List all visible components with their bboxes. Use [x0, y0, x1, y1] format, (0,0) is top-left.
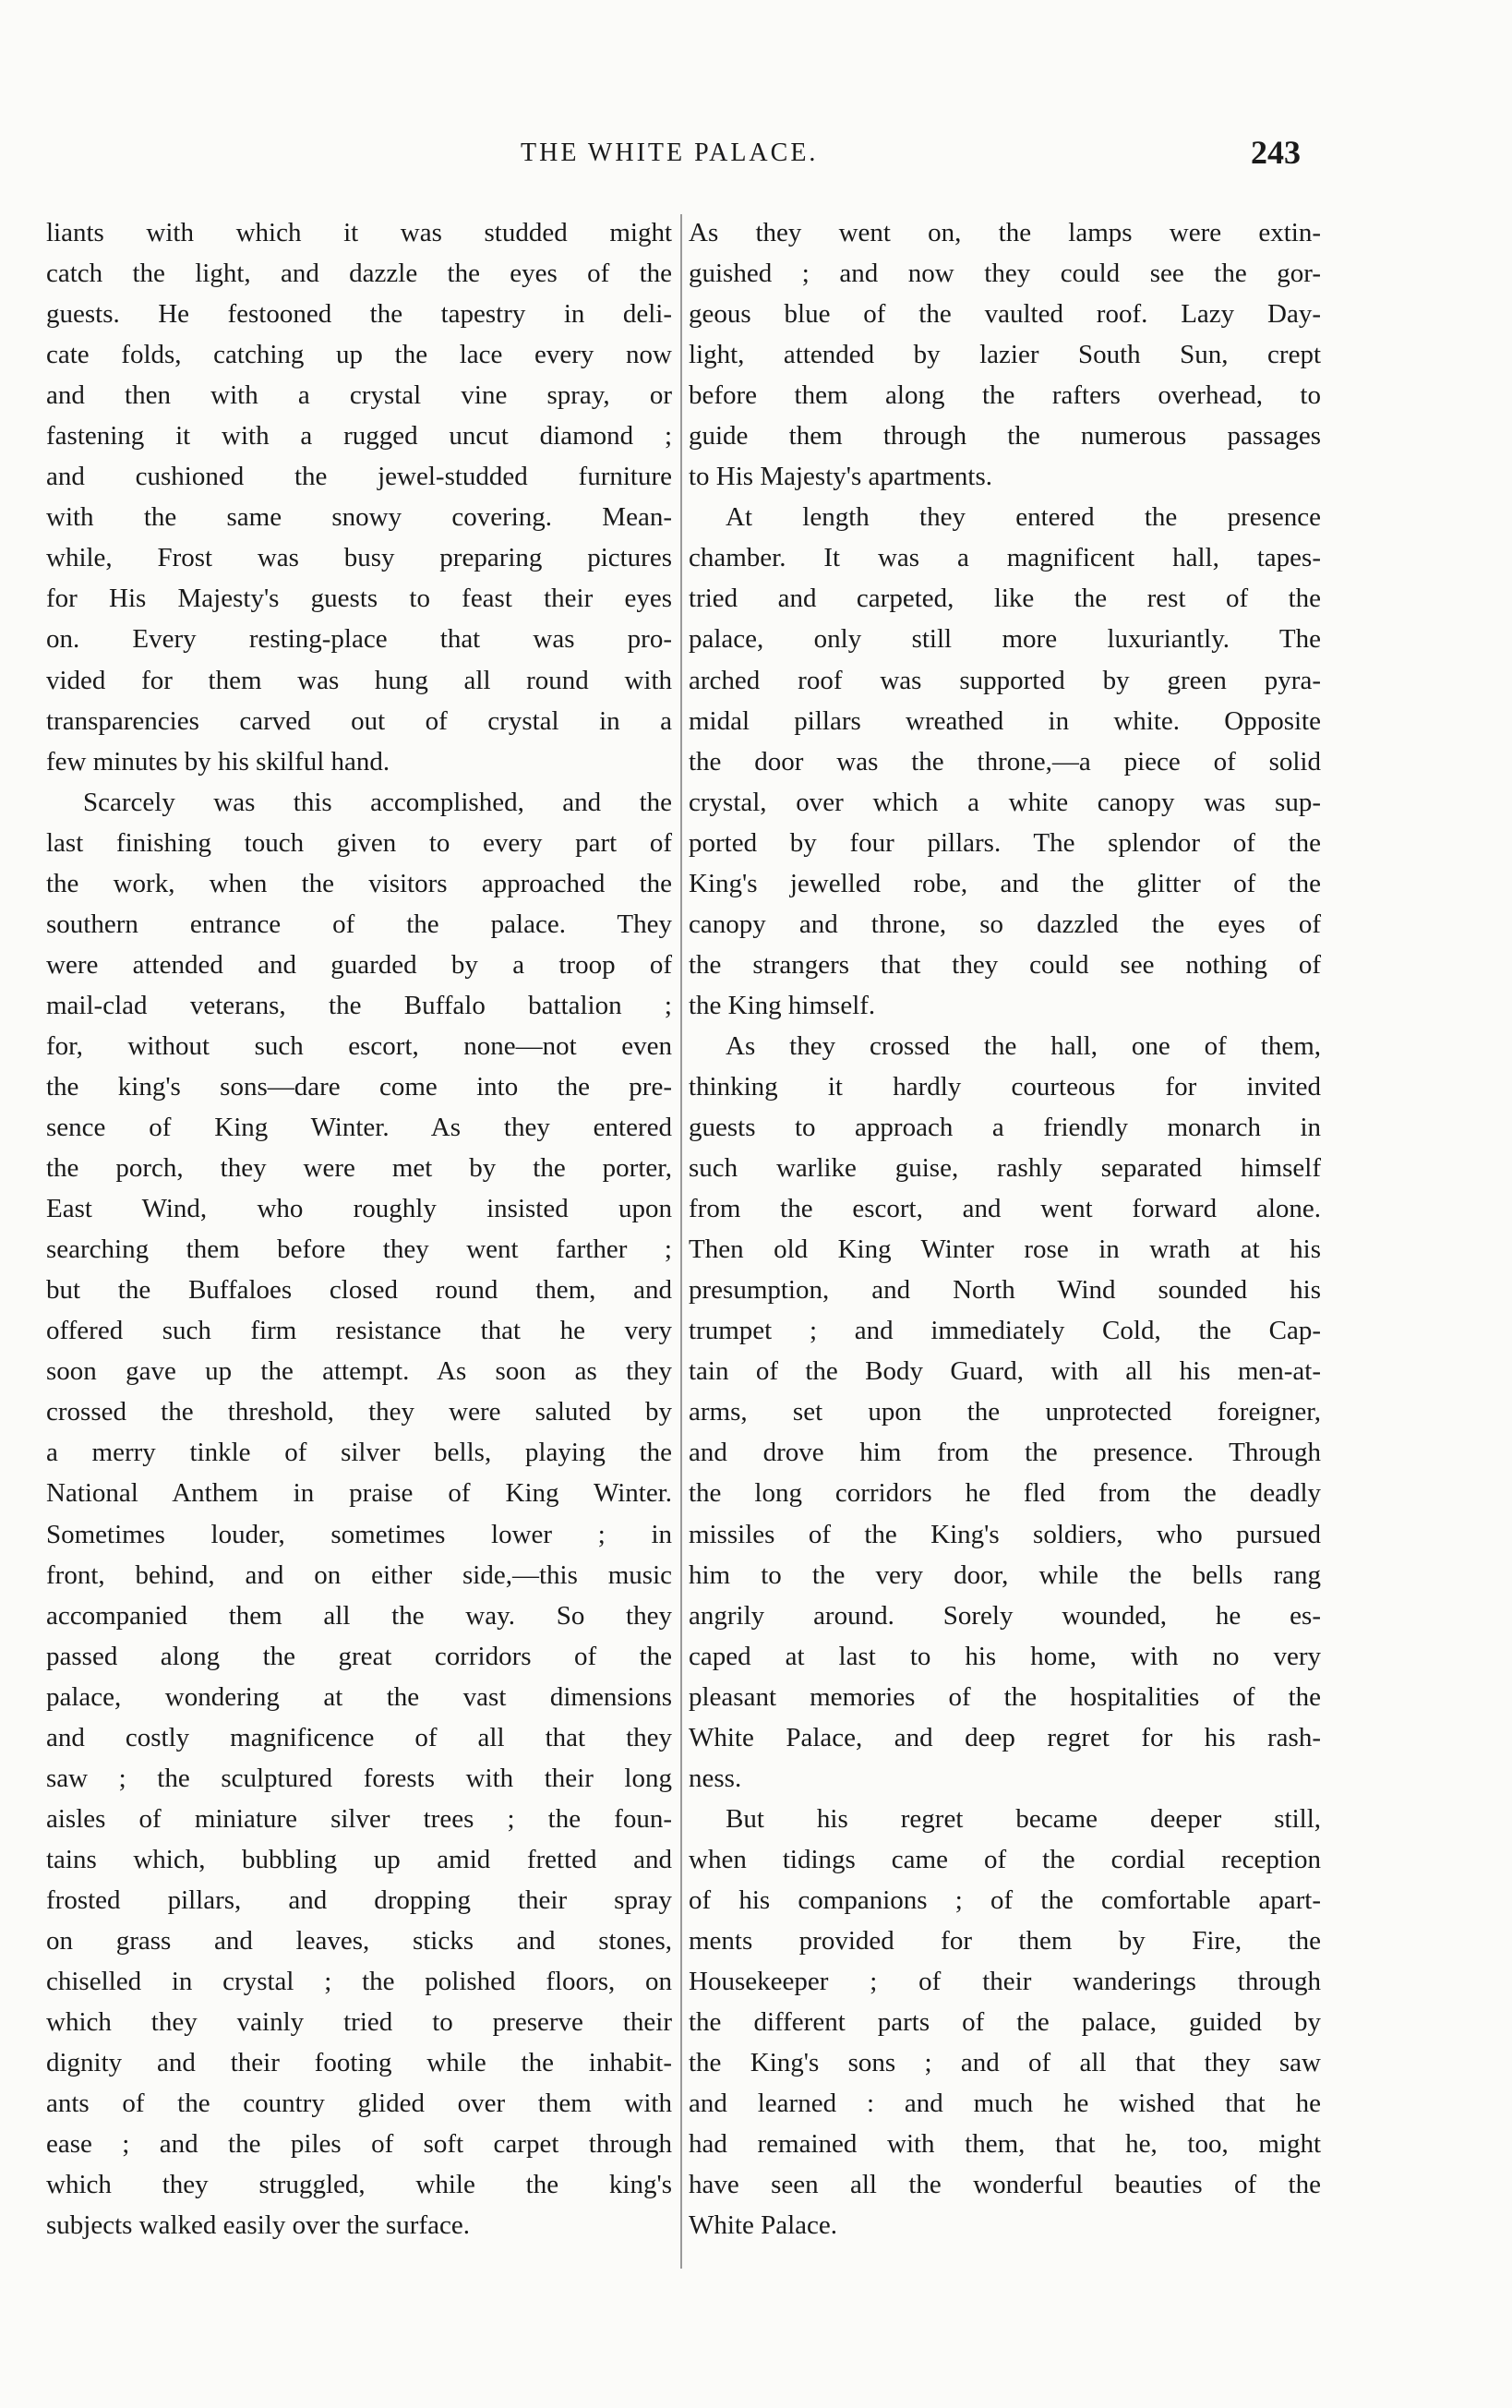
- text-line: which they struggled, while the king's: [46, 2170, 672, 2200]
- text-line: King's jewelled robe, and the glitter of the: [689, 868, 1321, 898]
- text-line: chiselled in crystal ; the polished floors, on: [46, 1967, 672, 1997]
- left-column: [46, 212, 672, 2245]
- text-line: tain of the Body Guard, with all his men-at-: [689, 1356, 1321, 1387]
- page-number: 243: [1251, 134, 1301, 171]
- text-line: Housekeeper ; of their wanderings through: [689, 1967, 1321, 1997]
- text-line: ants of the country glided over them with: [46, 2089, 672, 2119]
- text-line: palace, only still more luxuriantly. The: [689, 624, 1321, 655]
- text-line: and cushioned the jewel-studded furniture: [46, 462, 672, 492]
- text-line: and then with a crystal vine spray, or: [46, 380, 672, 411]
- text-line: guests to approach a friendly monarch in: [689, 1113, 1321, 1143]
- text-line: on. Every resting-place that was pro-: [46, 624, 672, 655]
- text-line: have seen all the wonderful beauties of the: [689, 2170, 1321, 2200]
- text-line: while, Frost was busy preparing pictures: [46, 543, 672, 573]
- text-line: of his companions ; of the comfortable apart-: [689, 1884, 1321, 1915]
- text-line: the long corridors he fled from the deadly: [689, 1478, 1321, 1509]
- text-line: White Palace, and deep regret for his rash-: [689, 1722, 1321, 1752]
- text-line: geous blue of the vaulted roof. Lazy Day-: [689, 299, 1321, 330]
- text-line: the King's sons ; and of all that they saw: [689, 2048, 1321, 2078]
- text-line: angrily around. Sorely wounded, he es-: [689, 1600, 1321, 1631]
- text-line: canopy and throne, so dazzled the eyes of: [689, 909, 1321, 939]
- text-line: guide them through the numerous passages: [689, 421, 1321, 452]
- text-line: subjects walked easily over the surface.: [46, 2210, 470, 2241]
- text-line: last finishing touch given to every part of: [46, 827, 672, 858]
- text-line: crossed the threshold, they were saluted by: [46, 1397, 672, 1427]
- text-line: East Wind, who roughly insisted upon: [46, 1194, 672, 1224]
- text-line: chamber. It was a magnificent hall, tapes-: [689, 543, 1321, 573]
- text-line: At length they entered the presence: [726, 502, 1321, 533]
- text-line: the King himself.: [689, 990, 876, 1020]
- running-title: THE WHITE PALACE.: [521, 138, 819, 167]
- text-line: thinking it hardly courteous for invited: [689, 1071, 1321, 1102]
- text-line: offered such firm resistance that he very: [46, 1316, 672, 1346]
- text-line: frosted pillars, and dropping their spray: [46, 1884, 672, 1915]
- text-line: White Palace.: [689, 2210, 838, 2241]
- text-line: the work, when the visitors approached the: [46, 868, 672, 898]
- text-line: palace, wondering at the vast dimensions: [46, 1681, 672, 1712]
- text-line: before them along the rafters overhead, to: [689, 380, 1321, 411]
- text-line: dignity and their footing while the inhabit-: [46, 2048, 672, 2078]
- text-line: caped at last to his home, with no very: [689, 1641, 1321, 1671]
- text-line: ease ; and the piles of soft carpet through: [46, 2129, 672, 2160]
- text-line: presumption, and North Wind sounded his: [689, 1275, 1321, 1306]
- text-line: for, without such escort, none—not even: [46, 1030, 672, 1061]
- text-line: ported by four pillars. The splendor of the: [689, 827, 1321, 858]
- text-line: Then old King Winter rose in wrath at his: [689, 1234, 1321, 1265]
- text-line: guests. He festooned the tapestry in deli-: [46, 299, 672, 330]
- text-line: were attended and guarded by a troop of: [46, 949, 672, 980]
- text-line: As they crossed the hall, one of them,: [726, 1030, 1321, 1061]
- text-line: ments provided for them by Fire, the: [689, 1925, 1321, 1956]
- running-head: [0, 134, 1512, 185]
- text-line: guished ; and now they could see the gor-: [689, 259, 1321, 289]
- text-line: when tidings came of the cordial reception: [689, 1844, 1321, 1874]
- text-line: trumpet ; and immediately Cold, the Cap-: [689, 1316, 1321, 1346]
- text-line: catch the light, and dazzle the eyes of the: [46, 259, 672, 289]
- text-line: tried and carpeted, like the rest of the: [689, 584, 1321, 614]
- text-line: few minutes by his skilful hand.: [46, 746, 390, 777]
- text-line: arched roof was supported by green pyra-: [689, 665, 1321, 695]
- text-line: fastening it with a rugged uncut diamond ;: [46, 421, 672, 452]
- text-line: passed along the great corridors of the: [46, 1641, 672, 1671]
- text-line: crystal, over which a white canopy was sup-: [689, 787, 1321, 817]
- text-line: Scarcely was this accomplished, and the: [83, 787, 672, 817]
- text-line: midal pillars wreathed in white. Opposite: [689, 705, 1321, 736]
- text-line: ness.: [689, 1763, 742, 1793]
- text-line: But his regret became deeper still,: [726, 1803, 1321, 1834]
- text-line: southern entrance of the palace. They: [46, 909, 672, 939]
- text-line: aisles of miniature silver trees ; the foun-: [46, 1803, 672, 1834]
- text-line: but the Buffaloes closed round them, and: [46, 1275, 672, 1306]
- text-line: from the escort, and went forward alone.: [689, 1194, 1321, 1224]
- text-line: light, attended by lazier South Sun, crept: [689, 340, 1321, 370]
- text-line: had remained with them, that he, too, might: [689, 2129, 1321, 2160]
- text-line: pleasant memories of the hospitalities of the: [689, 1681, 1321, 1712]
- text-line: vided for them was hung all round with: [46, 665, 672, 695]
- text-line: missiles of the King's soldiers, who pursued: [689, 1519, 1321, 1549]
- text-line: such warlike guise, rashly separated himself: [689, 1153, 1321, 1184]
- text-line: soon gave up the attempt. As soon as they: [46, 1356, 672, 1387]
- right-column: [689, 212, 1321, 2245]
- text-line: the king's sons—dare come into the pre-: [46, 1071, 672, 1102]
- text-line: front, behind, and on either side,—this music: [46, 1559, 672, 1590]
- text-line: with the same snowy covering. Mean-: [46, 502, 672, 533]
- text-line: saw ; the sculptured forests with their long: [46, 1763, 672, 1793]
- text-line: arms, set upon the unprotected foreigner,: [689, 1397, 1321, 1427]
- text-line: for His Majesty's guests to feast their eyes: [46, 584, 672, 614]
- text-line: the strangers that they could see nothing of: [689, 949, 1321, 980]
- text-line: the door was the throne,—a piece of solid: [689, 746, 1321, 777]
- text-line: sence of King Winter. As they entered: [46, 1113, 672, 1143]
- text-line: the different parts of the palace, guided by: [689, 2007, 1321, 2038]
- column-divider: [680, 214, 682, 2269]
- text-line: tains which, bubbling up amid fretted and: [46, 1844, 672, 1874]
- text-line: liants with which it was studded might: [46, 218, 672, 247]
- text-line: Sometimes louder, sometimes lower ; in: [46, 1519, 672, 1549]
- text-line: him to the very door, while the bells rang: [689, 1559, 1321, 1590]
- text-line: and drove him from the presence. Through: [689, 1438, 1321, 1468]
- text-line: National Anthem in praise of King Winter.: [46, 1478, 672, 1509]
- text-line: to His Majesty's apartments.: [689, 462, 993, 492]
- text-line: searching them before they went farther ;: [46, 1234, 672, 1265]
- text-line: a merry tinkle of silver bells, playing the: [46, 1438, 672, 1468]
- text-line: As they went on, the lamps were extin-: [689, 218, 1321, 247]
- text-line: and learned : and much he wished that he: [689, 2089, 1321, 2119]
- text-line: on grass and leaves, sticks and stones,: [46, 1925, 672, 1956]
- text-line: the porch, they were met by the porter,: [46, 1153, 672, 1184]
- text-line: cate folds, catching up the lace every now: [46, 340, 672, 370]
- text-line: which they vainly tried to preserve their: [46, 2007, 672, 2038]
- text-line: accompanied them all the way. So they: [46, 1600, 672, 1631]
- text-line: transparencies carved out of crystal in a: [46, 705, 672, 736]
- text-line: and costly magnificence of all that they: [46, 1722, 672, 1752]
- text-line: mail-clad veterans, the Buffalo battalion ;: [46, 990, 672, 1020]
